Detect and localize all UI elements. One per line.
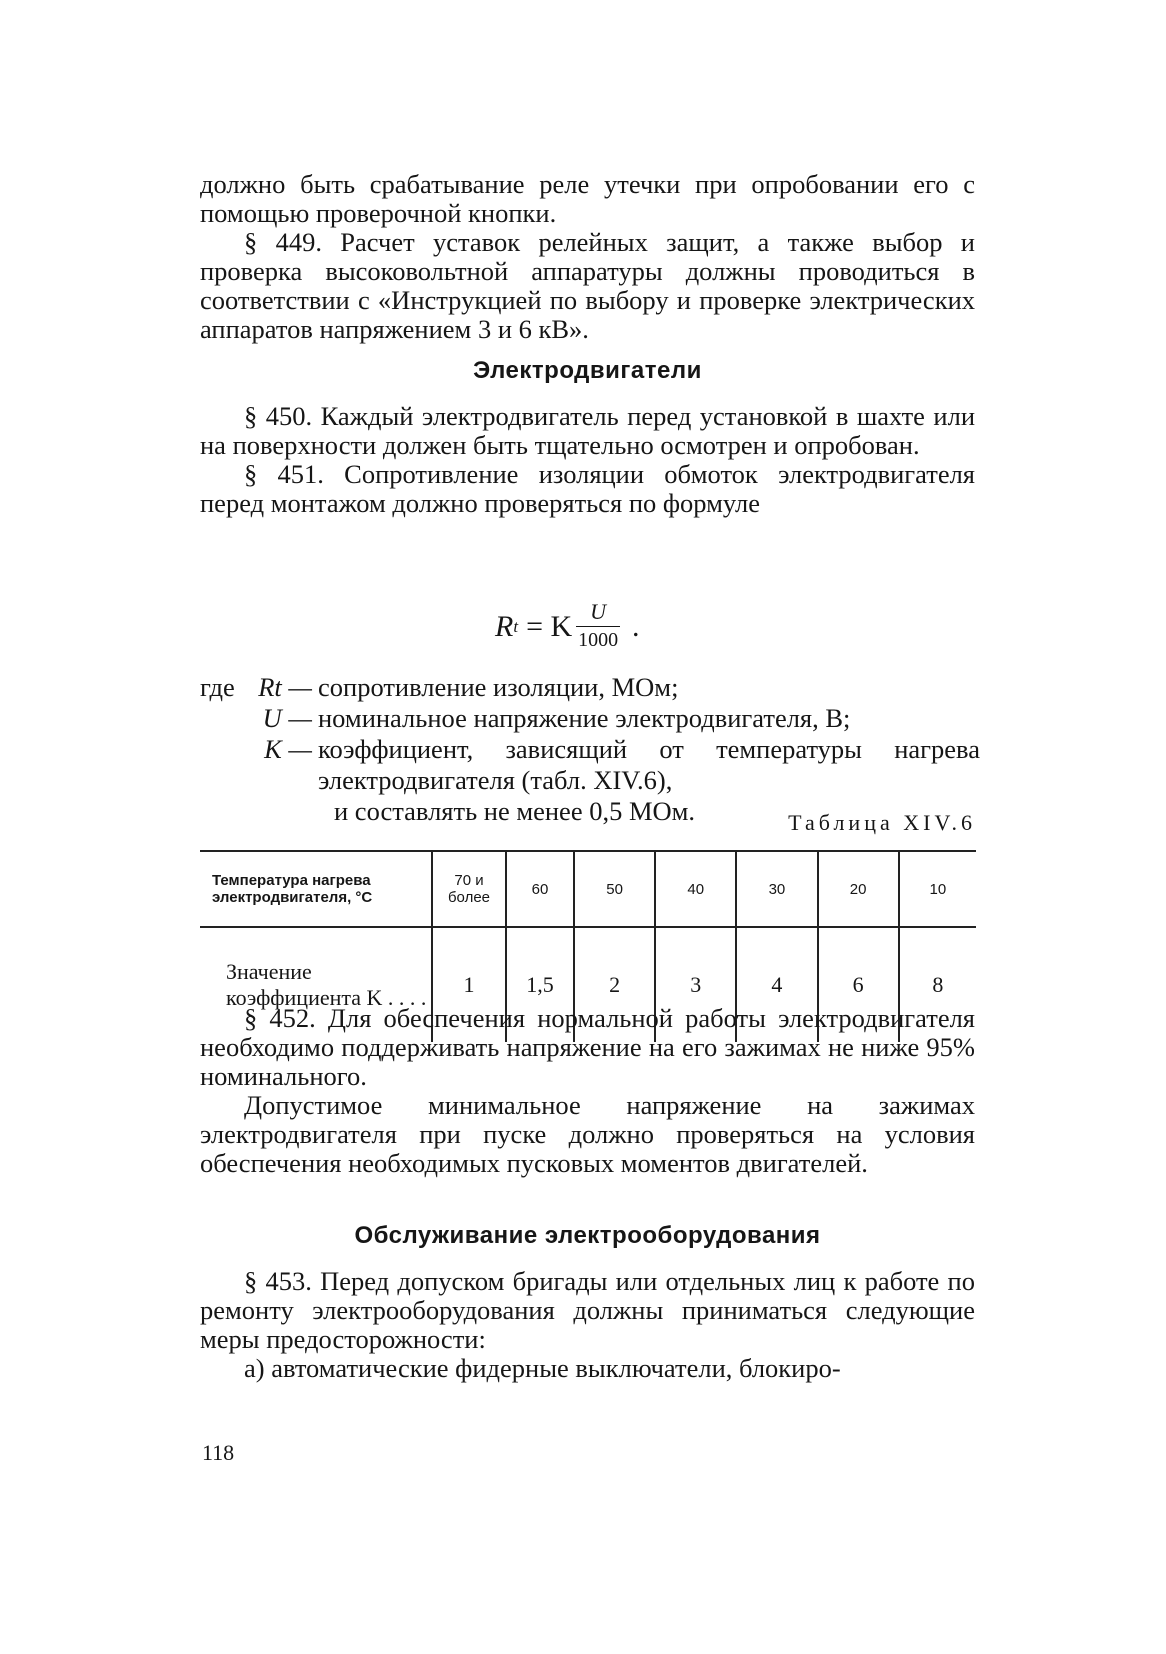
page-number: 118 xyxy=(202,1440,235,1465)
paragraph-449: § 449. Расчет уставок релейных защит, а также выбор и проверка высоковольтной аппаратуры должны проводиться в соответствии с «Инструкцией по выбору и проверке электрических аппаратов напряжением 3 и 6 кВ». xyxy=(200,227,975,344)
table-header-label: Температура нагрева электродвигателя, °С xyxy=(200,851,432,927)
section-service-text xyxy=(200,1267,975,1383)
definition-text: коэффициент, зависящий от температуры нагрева электродвигателя (табл. XIV.6), xyxy=(318,734,980,795)
table-cell: 60 xyxy=(506,851,574,927)
definition-symbol: Rt — xyxy=(258,672,312,702)
insulation-formula xyxy=(495,600,640,653)
table-cell: 1 xyxy=(432,927,506,1042)
definition-symbol: U — xyxy=(262,703,312,733)
definitions-lead-word: где xyxy=(200,672,235,702)
definition-row xyxy=(200,703,980,734)
formula-lhs-subscript: t xyxy=(513,616,519,636)
table-cell: 8 xyxy=(899,927,976,1042)
paragraph-452: § 452. Для обеспечения нормальной работы электродвигателя необходимо поддерживать напряжение на его зажимах не ниже 95% номинального. xyxy=(200,1003,975,1091)
definition-continuation: и составлять не менее 0,5 МОм. xyxy=(334,796,696,826)
table-cell: 4 xyxy=(736,927,817,1042)
paragraph-continuation: должно быть срабатывание реле утечки при опробовании его с помощью проверочной кнопки. xyxy=(200,169,975,228)
formula-fraction xyxy=(576,600,620,653)
table-cell: 20 xyxy=(818,851,899,927)
formula-equals-k: = K xyxy=(526,609,573,643)
table-header-row xyxy=(200,851,976,927)
definition-symbol: K — xyxy=(264,734,312,764)
paragraph-a: а) автоматические фидерные выключатели, блокиро- xyxy=(244,1353,841,1383)
definition-text: номинальное напряжение электродвигателя, В; xyxy=(318,703,851,733)
paragraph-451: § 451. Сопротивление изоляции обмоток электродвигателя перед монтажом должно проверяться по формуле xyxy=(200,459,975,518)
section-motors-text xyxy=(200,402,975,518)
section-voltage-text xyxy=(200,1004,975,1178)
table-cell: 3 xyxy=(655,927,736,1042)
table-cell: 2 xyxy=(574,927,655,1042)
table-cell: 70 и более xyxy=(432,851,506,927)
table-row-label: Значение коэффициента K . . . . xyxy=(226,959,427,1010)
formula-definitions xyxy=(200,672,980,827)
table-cell: 6 xyxy=(818,927,899,1042)
heading-electric-motors: Электродвигатели xyxy=(473,357,702,384)
table-cell: 50 xyxy=(574,851,655,927)
heading-equipment-service: Обслуживание электрооборудования xyxy=(354,1222,821,1249)
formula-lhs: R xyxy=(495,609,514,643)
paragraph-453: § 453. Перед допуском бригады или отдельных лиц к работе по ремонту электрооборудования должны приниматься следующие меры предосторожности: xyxy=(200,1266,975,1354)
definition-row xyxy=(200,672,980,703)
table-cell: 30 xyxy=(736,851,817,927)
formula-numerator: U xyxy=(576,600,620,627)
paragraph-450: § 450. Каждый электродвигатель перед установкой в шахте или на поверхности должен быть тщательно осмотрен и опробован. xyxy=(200,401,975,460)
definition-text: сопротивление изоляции, МОм; xyxy=(318,672,679,702)
formula-denominator: 1000 xyxy=(578,629,619,651)
section-top-text xyxy=(200,170,975,344)
formula-end: . xyxy=(632,609,640,643)
table-cell: 1,5 xyxy=(506,927,574,1042)
table-caption: Таблица XIV.6 xyxy=(788,810,976,835)
table-cell: 40 xyxy=(655,851,736,927)
paragraph-min-voltage: Допустимое минимальное напряжение на зажимах электродвигателя при пуске должно проверяться на условия обеспечения необходимых пусковых моментов двигателей. xyxy=(200,1090,975,1178)
table-cell: 10 xyxy=(899,851,976,927)
definition-row xyxy=(200,734,980,796)
